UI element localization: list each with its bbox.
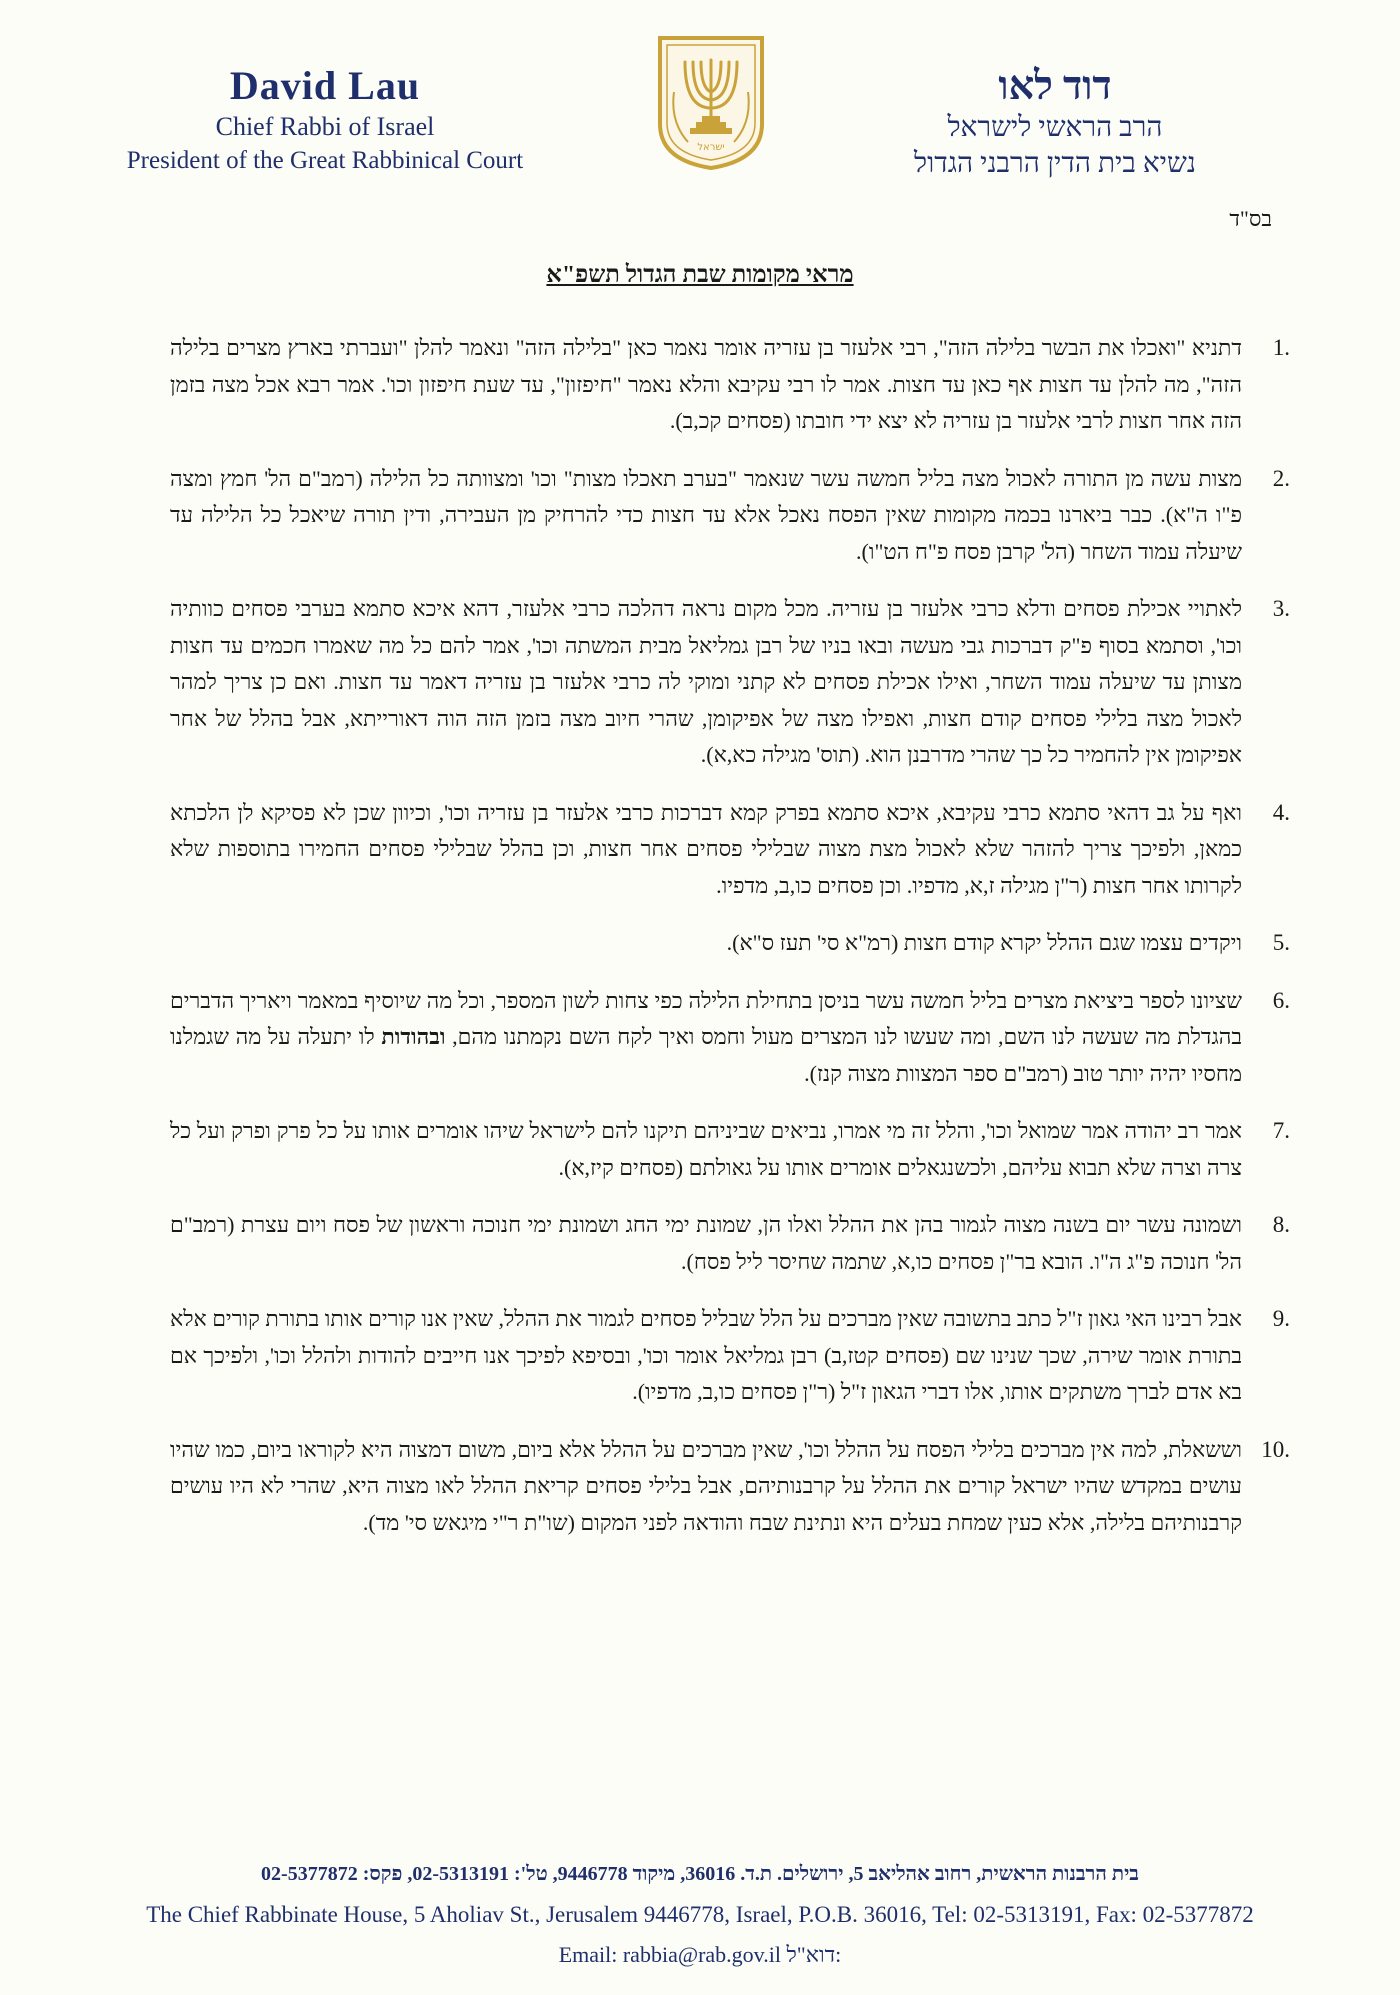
letterhead-english <box>110 62 540 178</box>
email-link[interactable]: rabbia@rab.gov.il <box>622 1942 781 1967</box>
item-text: ואף על גב דהאי סתמא כרבי עקיבא, איכא סתמא בפרק קמא דברכות כרבי אלעזר בן עזריה וכו', וכיוון שכן לא פסיקא לן הלכתא כמאן, ולפיכך צריך להזהר שלא לאכול מצת מצוה שבלילי פסחים אחר חצות, וכן בהלל שבלילי פסחים החמירו בתוספות שלא לקרותו אחר חצות (ר"ן מגילה ז,א, מדפיו. וכן פסחים כו,ב, מדפיו. <box>170 799 1242 898</box>
document-title: מראי מקומות שבת הגדול תשפ"א <box>546 262 854 288</box>
list-item <box>170 795 1290 905</box>
rabbi-title-en: Chief Rabbi of Israel <box>215 112 435 141</box>
item-text: אבל רבינו האי גאון ז"ל כתב בתשובה שאין מברכים על הלל שבליל פסחים לגמור את ההלל, שאין אנו קורים אותו בתורת קורים אלא בתורת אומר שירה, שכך שנינו שם (פסחים קטז,ב) רבן גמליאל אומר וכו', ובסיפא לפיכך אנו חייבים להודות ולהלל וכו', ולפיכך אם בא אדם לברך משתקים אותו, אלו דברי הגאון ז"ל (ר"ן פסחים כו,ב, מדפיו). <box>170 1306 1242 1404</box>
bsd-mark: בס"ד <box>1229 206 1272 231</box>
source-list <box>170 330 1290 1541</box>
item-number: 1. <box>1272 335 1290 360</box>
item-number: 10. <box>1261 1436 1290 1462</box>
list-item <box>170 1301 1290 1411</box>
item-text: מצות עשה מן התורה לאכול מצה בליל חמשה עשר שנאמר "בערב תאכלו מצות" וכו' ומצוותה כל הלילה (רמב"ם הל' חמץ ומצה פ"ו ה"א). כבר ביארנו בכמה מקומות שאין הפסח נאכל אלא עד חצות כדי להרחיק מן העבירה, ודין תורה שיאכל כל הלילה עד שיעלה עמוד השחר (הל' קרבן פסח פ"ח הט"ו). <box>170 465 1242 564</box>
item-text: לאתויי אכילת פסחים ודלא כרבי אלעזר בן עזריה. מכל מקום נראה דהלכה כרבי אלעזר, דהא איכא סתמא בערבי פסחים כוותיה וכו', וסתמא בסוף פ"ק דברכות גבי מעשה ובאו בניו של רבן גמליאל מבית המשתה וכו', אמר להם כל מה שאמרו חכמים עד חצות מצותן עד שיעלה עמוד השחר, ואילו אכילת פסחים לא קתני ומוקי לה כרבי אלעזר בן עזריה דאמר עד חצות. ואם כן צריך למהר לאכול מצה בלילי פסחים קודם חצות, ואפילו מצה של אפיקומן, שהרי חיוב מצה בזמן הזה הוה דאורייתא, אבל בהלל של אחר אפיקומן אין להחמיר כל כך שהרי מדרבנן הוא. (תוס' מגילה כא,א). <box>170 596 1242 767</box>
item-number: 6. <box>1272 987 1290 1013</box>
list-item <box>170 1207 1290 1280</box>
rabbi-name-en: David Lau <box>229 63 421 108</box>
email-label: Email: <box>558 1942 618 1967</box>
letterhead-hebrew <box>820 62 1290 182</box>
list-item <box>170 461 1290 571</box>
item-text-bold: ובהודות <box>381 1024 446 1049</box>
item-text-part: לו יתעלה על מה שגמלנו מחסיו יהיה יותר טוב (רמב"ם ספר המצוות מצוה קנז). <box>170 1024 1242 1086</box>
footer-address-en: The Chief Rabbinate House, 5 Aholiav St., Jerusalem 9446778, Israel, P.O.B. 36016, Tel: 02-5313191, Fax: 02-5377872 <box>146 1902 1254 1927</box>
item-number: 5. <box>1272 930 1290 955</box>
list-item <box>170 591 1290 774</box>
item-number: 9. <box>1272 1306 1290 1331</box>
court-title-en: President of the Great Rabbinical Court <box>126 147 524 174</box>
rabbi-name-he: דוד לאו <box>998 63 1112 108</box>
footer-address-he: בית הרבנות הראשית, רחוב אהליאב 5, ירושלים. ת.ד. 36016, מיקוד 9446778, טל': 02-5313191, פקס: 02-5377872 <box>261 1863 1139 1885</box>
item-number: 4. <box>1272 799 1290 825</box>
item-number: 8. <box>1272 1212 1290 1237</box>
menorah-emblem-icon <box>652 32 770 172</box>
email-label-he: דוא"ל: <box>786 1942 842 1967</box>
item-text: ושמונה עשר יום בשנה מצוה לגמור בהן את ההלל ואלו הן, שמונת ימי החג ושמונת ימי חנוכה וראשון של פסח ויום עצרת (רמב"ם הל' חנוכה פ"ג ה"ו. הובא בר"ן פסחים כו,א, שתמה שחיסר ליל פסח). <box>170 1212 1242 1274</box>
item-text: וששאלת, למה אין מברכים בלילי הפסח על ההלל וכו', שאין מברכים על ההלל אלא ביום, משום דמצוה היא לקוראו ביום, כמו שהיו עושים במקדש שהיו ישראל קורים את ההלל על קרבנותיהם, אבל בלילי פסחים קריאת ההלל לאו מצוה היא, שהרי לא היו עושים קרבנותיהם בלילה, אלא כעין שמחת בעלים היא ונתינת שבח והודאה לפני המקום (שו"ת ר"י מיגאש סי' מד). <box>170 1436 1242 1535</box>
item-number: 7. <box>1272 1118 1290 1143</box>
item-number: 3. <box>1272 596 1290 621</box>
item-text: דתניא "ואכלו את הבשר בלילה הזה", רבי אלעזר בן עזריה אומר נאמר כאן "בלילה הזה" ונאמר להלן "ועברתי בארץ מצרים בלילה הזה", מה להלן עד חצות אף כאן עד חצות. אמר לו רבי עקיבא והלא נאמר "חיפזון", עד שעת חיפזון וכו'. אמר רבא אכל מצה בזמן הזה אחר חצות לרבי אלעזר בן עזריה לא יצא ידי חובתו (פסחים קכ,ב). <box>170 335 1242 433</box>
item-text-part: שציונו לספר ביציאת מצרים בליל חמשה עשר בניסן בתחילת הלילה כפי צחות לשון המספר, וכל מה שיוסיף במאמר ויאריך הדברים בהגדלת מה שעשה לנו השם, ומה שעשו לנו המצרים מעול וחמס ואיך לקח השם נקמתנו מהם, <box>170 987 1243 1049</box>
rabbi-title-he: הרב הראשי לישראל <box>947 112 1163 143</box>
court-title-he: נשיא בית הדין הרבני הגדול <box>914 148 1196 179</box>
list-item <box>170 1113 1290 1186</box>
item-number: 2. <box>1272 465 1290 491</box>
list-item <box>170 983 1290 1093</box>
list-item <box>170 1432 1290 1542</box>
item-text: אמר רב יהודה אמר שמואל וכו', והלל זה מי אמרו, נביאים שביניהם תיקנו להם לישראל שיהו אומרים אותו על כל פרק ופרק ועל כל צרה וצרה שלא תבוא עליהם, ולכשנגאלים אומרים אותו על גאולתם (פסחים קיז,א). <box>170 1118 1242 1180</box>
item-text: ויקדים עצמו שגם ההלל יקרא קודם חצות (רמ"א סי' תעז ס"א). <box>726 930 1242 955</box>
list-item <box>170 330 1290 440</box>
emblem-text: ישראל <box>697 142 725 153</box>
footer-email-line <box>0 1942 1400 1968</box>
list-item <box>170 925 1290 962</box>
item-text <box>170 983 1242 1093</box>
